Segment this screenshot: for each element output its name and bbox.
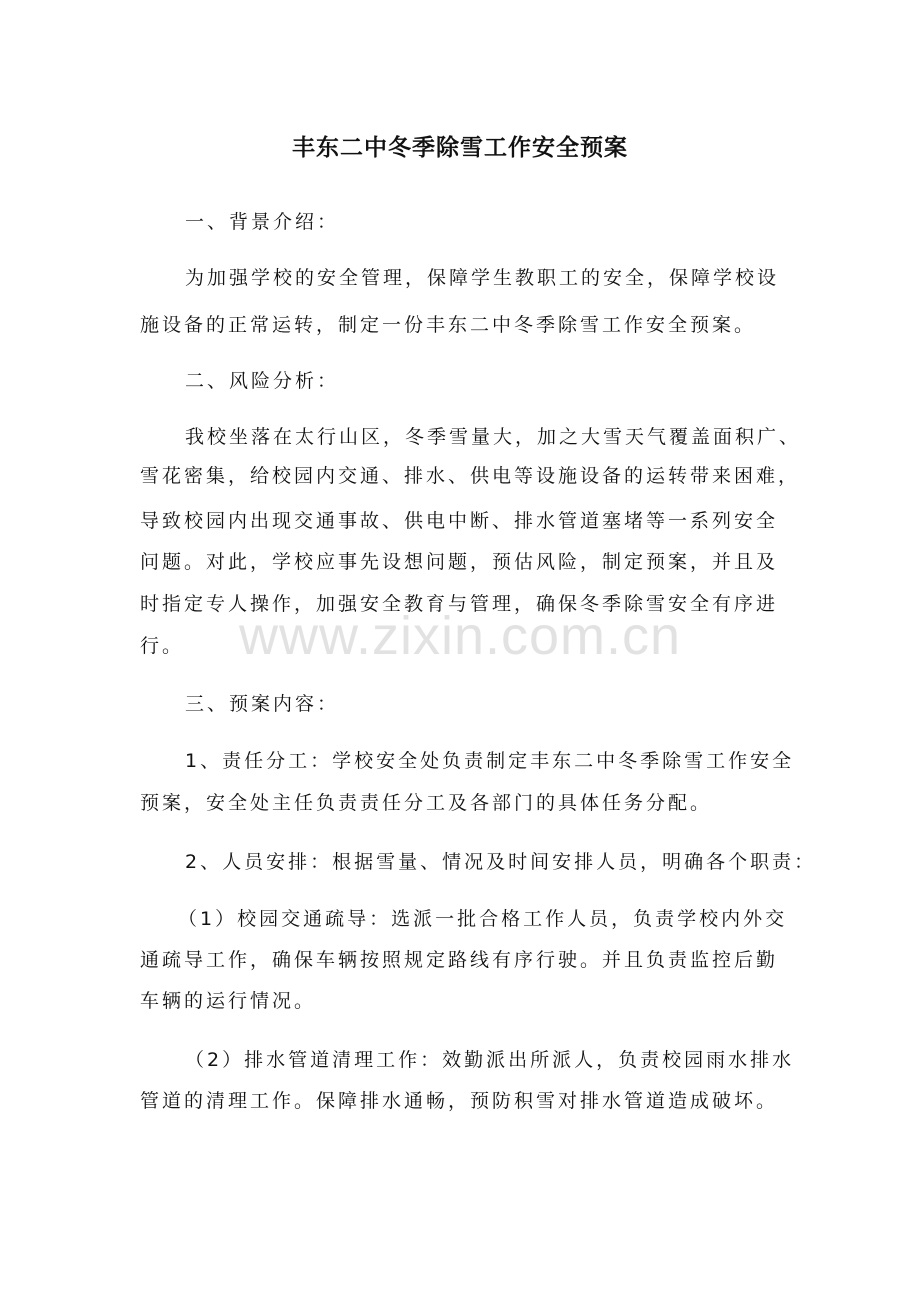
paragraph-line: 车辆的运行情况。: [140, 990, 317, 1012]
section-heading-background: 一、背景介绍：: [185, 211, 340, 233]
paragraph-line: 1、责任分工：学校安全处负责制定丰东二中冬季除雪工作安全: [185, 750, 795, 772]
section-heading-plan: 三、预案内容：: [185, 693, 340, 715]
paragraph-line: 通疏导工作，确保车辆按照规定路线有序行驶。并且负责监控后勤: [140, 949, 779, 971]
paragraph-line: 2、人员安排：根据雪量、情况及时间安排人员，明确各个职责：: [185, 851, 817, 873]
paragraph-line: 行。: [140, 635, 185, 657]
paragraph-line: 时指定专人操作，加强安全教育与管理，确保冬季除雪安全有序进: [140, 593, 779, 615]
paragraph-line: 管道的清理工作。保障排水通畅，预防积雪对排水管道造成破坏。: [140, 1090, 779, 1112]
paragraph-line: 问题。对此，学校应事先设想问题，预估风险，制定预案，并且及: [140, 551, 779, 573]
paragraph-line: 预案，安全处主任负责责任分工及各部门的具体任务分配。: [140, 792, 713, 814]
paragraph-line: 导致校园内出现交通事故、供电中断、排水管道塞堵等一系列安全: [140, 510, 779, 532]
paragraph-line: 施设备的正常运转，制定一份丰东二中冬季除雪工作安全预案。: [140, 314, 757, 336]
paragraph-line: （2）排水管道清理工作：效勤派出所派人，负责校园雨水排水: [185, 1049, 795, 1071]
section-heading-risk: 二、风险分析：: [185, 370, 340, 392]
paragraph-line: （1）校园交通疏导：选派一批合格工作人员，负责学校内外交: [178, 908, 788, 930]
paragraph-line: 我校坐落在太行山区，冬季雪量大，加之大雪天气覆盖面积广、: [185, 426, 802, 448]
paragraph-line: 为加强学校的安全管理，保障学生教职工的安全，保障学校设: [185, 267, 780, 289]
document-title: 丰东二中冬季除雪工作安全预案: [292, 135, 628, 161]
watermark: www.zixin.com.cn: [238, 606, 682, 666]
paragraph-line: 雪花密集，给校园内交通、排水、供电等设施设备的运转带来困难，: [140, 465, 801, 487]
